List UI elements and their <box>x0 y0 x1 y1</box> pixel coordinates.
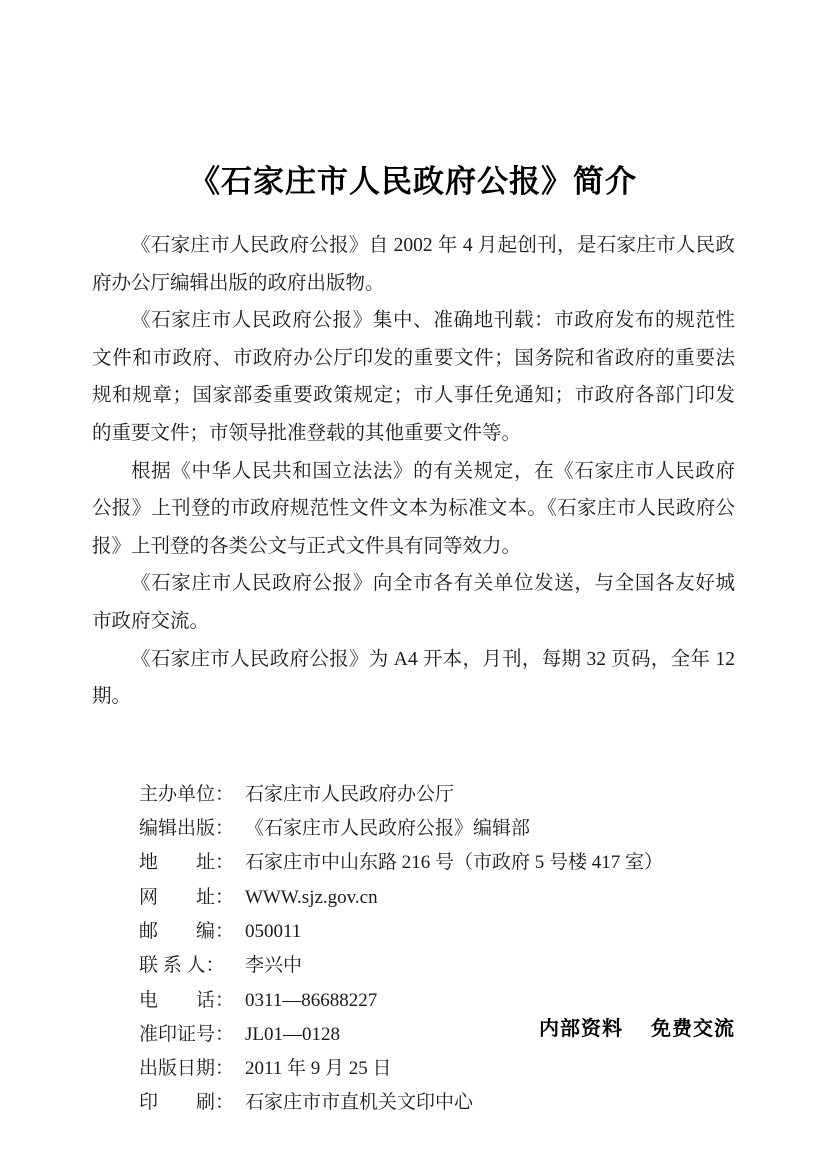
info-row-publisher <box>139 812 735 846</box>
paragraph: 《石家庄市人民政府公报》向全市各有关单位发送，与全国各友好城市政府交流。 <box>92 573 735 632</box>
info-label: 准印证号： <box>139 1023 235 1045</box>
info-label: 主办单位： <box>139 783 235 805</box>
info-label: 出版日期： <box>139 1058 235 1080</box>
info-value: 石家庄市人民政府办公厅 <box>245 783 455 805</box>
info-row-printer <box>139 1086 735 1120</box>
publication-info-list <box>139 778 735 1121</box>
info-row-website <box>139 881 735 915</box>
info-row-contact <box>139 949 735 983</box>
footer-internal-material-label: 内部资料 <box>539 1018 623 1040</box>
page-title: 《石家庄市人民政府公报》简介 <box>189 164 637 199</box>
info-value: 李兴中 <box>245 955 303 977</box>
info-label: 邮 编： <box>139 920 235 942</box>
info-value: 2011 年 9 月 25 日 <box>245 1058 392 1080</box>
info-label: 网 址： <box>139 886 235 908</box>
info-label: 联 系 人： <box>139 955 225 977</box>
info-row-postcode <box>139 915 735 949</box>
info-label: 印 刷： <box>139 1092 235 1114</box>
info-value: 《石家庄市人民政府公报》编辑部 <box>245 818 531 840</box>
paragraph: 《石家庄市人民政府公报》自 2002 年 4 月起创刊，是石家庄市人民政府办公厅编辑出版的政府出版物。 <box>92 235 735 294</box>
info-value: 石家庄市中山东路 216 号（市政府 5 号楼 417 室） <box>245 852 664 874</box>
body-text <box>92 227 735 716</box>
paragraph: 《石家庄市人民政府公报》为 A4 开本，月刊，每期 32 页码，全年 12 期。 <box>92 648 735 708</box>
info-row-organizer <box>139 778 735 812</box>
info-value: 石家庄市市直机关文印中心 <box>245 1092 474 1114</box>
paragraph: 《石家庄市人民政府公报》集中、准确地刊载：市政府发布的规范性文件和市政府、市政府办公厅印发的重要文件；国务院和省政府的重要法规和规章；国家部委重要政策规定；市人事任免通知；市政府各部门印发的重要文件；市领导批准登载的其他重要文件等。 <box>92 310 735 444</box>
info-row-address <box>139 846 735 880</box>
footer-notice <box>539 1012 735 1041</box>
paragraph: 根据《中华人民共和国立法法》的有关规定，在《石家庄市人民政府公报》上刊登的市政府规范性文件文本为标准文本。《石家庄市人民政府公报》上刊登的各类公文与正式文件具有同等效力。 <box>92 460 735 557</box>
info-row-publish-date <box>139 1052 735 1086</box>
info-value: JL01—0128 <box>245 1023 340 1045</box>
info-label: 电 话： <box>139 989 235 1011</box>
info-label: 编辑出版： <box>139 818 235 840</box>
info-value: 050011 <box>245 920 302 942</box>
info-value: 0311—86688227 <box>245 989 378 1011</box>
info-label: 地 址： <box>139 852 235 874</box>
footer-free-exchange-label: 免费交流 <box>651 1018 735 1040</box>
info-value: WWW.sjz.gov.cn <box>245 886 378 908</box>
